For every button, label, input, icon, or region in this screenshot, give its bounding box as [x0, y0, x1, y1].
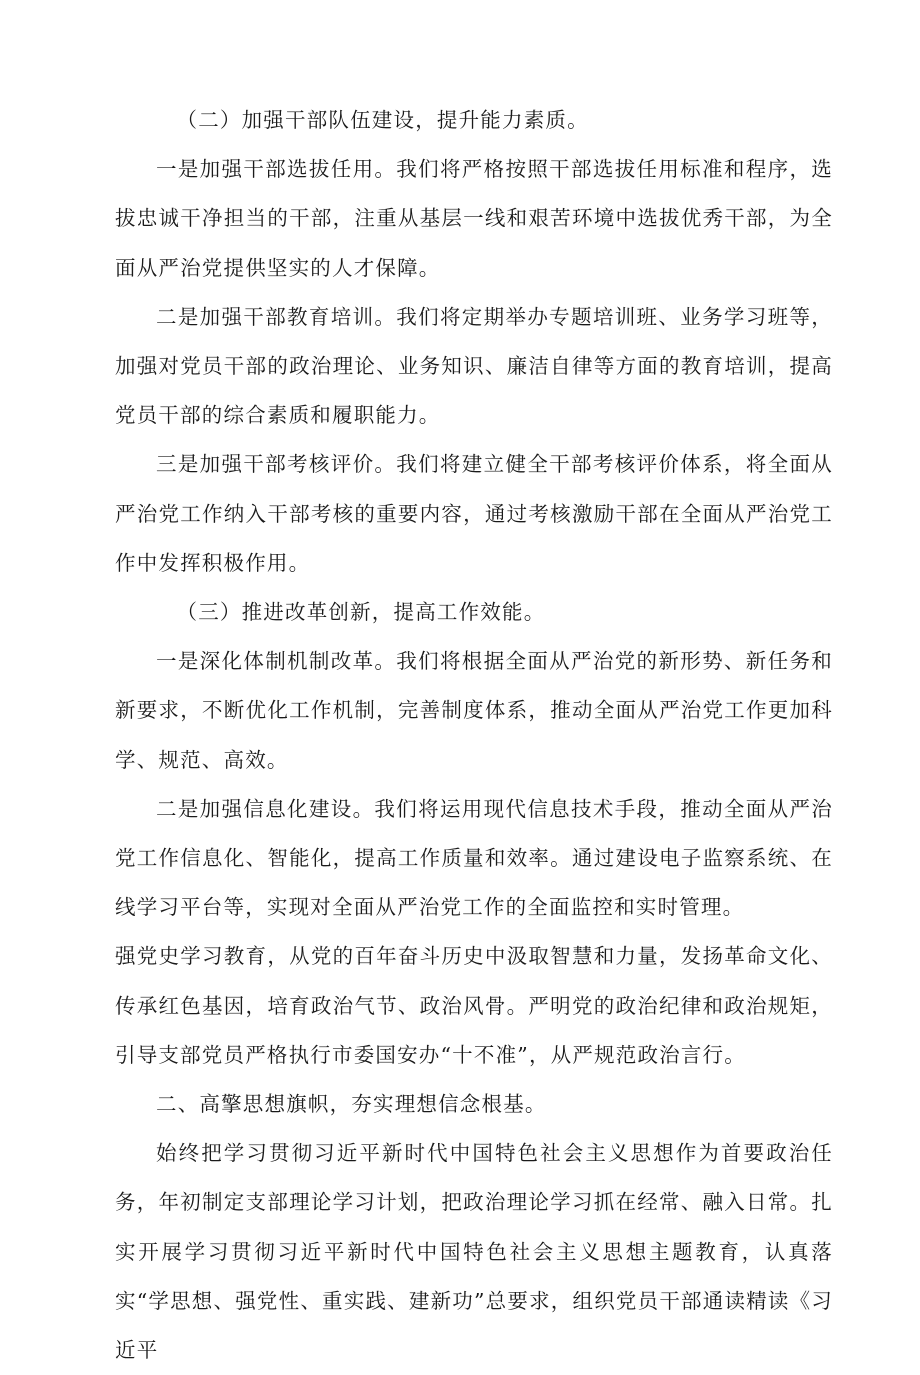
- section-heading-2: （二）加强干部队伍建设，提升能力素质。: [176, 108, 589, 132]
- paragraph-informatization: 二是加强信息化建设。我们将运用现代信息技术手段，推动全面从严治党工作信息化、智能化，提高工作质量和效率。通过建设电子监察系统、在线学习平台等，实现对全面从严治党工作的全面监控和实时管理。: [115, 796, 833, 920]
- section-heading-two: 二、高擎思想旗帜，夯实理想信念根基。: [156, 1092, 547, 1117]
- paragraph-theory-study: 始终把学习贯彻习近平新时代中国特色社会主义思想作为首要政治任务，年初制定支部理论学习计划，把政治理论学习抓在经常、融入日常。扎实开展学习贯彻习近平新时代中国特色社会主义思想主题教育，认真落实“学思想、强党性、重实践、建新功”总要求，组织党员干部通读精读《习近平: [115, 1141, 833, 1363]
- document-body: [115, 96, 833, 1375]
- section-heading-3: （三）推进改革创新，提高工作效能。: [176, 600, 546, 625]
- paragraph-cadre-training: 二是加强干部教育培训。我们将定期举办专题培训班、业务学习班等，加强对党员干部的政治理论、业务知识、廉洁自律等方面的教育培训，提高党员干部的综合素质和履职能力。: [115, 304, 833, 428]
- paragraph-system-reform: 一是深化体制机制改革。我们将根据全面从严治党的新形势、新任务和新要求，不断优化工作机制，完善制度体系，推动全面从严治党工作更加科学、规范、高效。: [115, 649, 833, 772]
- paragraph-cadre-evaluation: 三是加强干部考核评价。我们将建立健全干部考核评价体系，将全面从严治党工作纳入干部考核的重要内容，通过考核激励干部在全面从严治党工作中发挥积极作用。: [115, 452, 833, 575]
- paragraph-cadre-selection: 一是加强干部选拔任用。我们将严格按照干部选拔任用标准和程序，选拔忠诚干净担当的干部，注重从基层一线和艰苦环境中选拔优秀干部，为全面从严治党提供坚实的人才保障。: [115, 157, 833, 280]
- paragraph-party-history: 强党史学习教育，从党的百年奋斗历史中汲取智慧和力量，发扬革命文化、传承红色基因，培育政治气节、政治风骨。严明党的政治纪律和政治规矩，引导支部党员严格执行市委国安办“十不准”，从严规范政治言行。: [115, 944, 833, 1067]
